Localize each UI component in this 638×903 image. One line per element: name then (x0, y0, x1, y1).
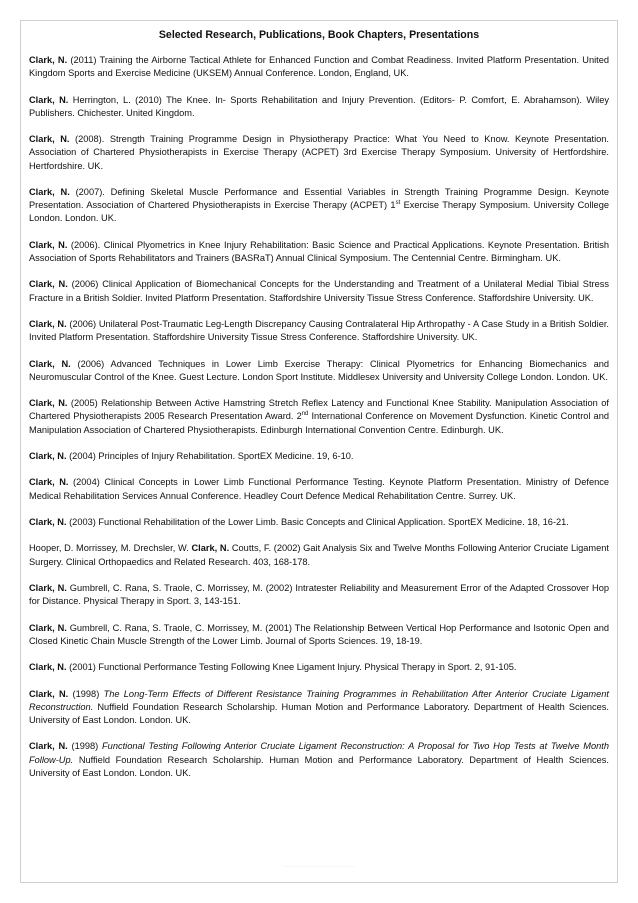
page-footer: ...................................................................... (282, 864, 356, 868)
entry-author: Clark, N. (29, 318, 67, 329)
entry-text: (2004) Principles of Injury Rehabilitation. SportEX Medicine. 19, 6-10. (66, 450, 354, 461)
entry-text: (2011) Training the Airborne Tactical Athlete for Enhanced Function and Combat Readiness. Invited Platform Presentation. United Kingdom Sports and Exercise Medicine (UKSEM) Annual Conference. London, England, UK. (29, 55, 609, 79)
entry-author: Clark, N. (29, 477, 69, 488)
publication-entry (29, 239, 609, 265)
publication-entry (29, 622, 609, 648)
entry-text: Exercise Therapy Symposium. University College London. London. UK. (29, 200, 609, 224)
entry-text: (2001) Functional Performance Testing Following Knee Ligament Injury. Physical Therapy in Sport. 2, 91-105. (66, 662, 517, 673)
publication-entry (29, 397, 609, 437)
entry-author: Clark, N. (29, 688, 69, 699)
publication-entry (29, 94, 609, 120)
entry-author: Clark, N. (29, 622, 67, 633)
publication-entry (29, 133, 609, 173)
publication-entry (29, 318, 609, 344)
publication-entry (29, 450, 609, 463)
entry-title-italic: The Long-Term Effects of Different Resistance Training Programmes in Rehabilitation After Anterior Cruciate Ligament Reconstruction. (29, 688, 609, 712)
entry-author: Clark, N. (29, 516, 67, 527)
publication-entry (29, 358, 609, 384)
publication-entry (29, 542, 609, 568)
publication-entry (29, 278, 609, 304)
entry-text: Gumbrell, C. Rana, S. Traole, C. Morrissey, M. (2001) The Relationship Between Vertical Hop Performance and Isotonic Open and Closed Kinetic Chain Muscle Strength of the Lower Limb. Journal of Sports Sciences. 19, 18-19. (29, 622, 609, 646)
entry-text: Nuffield Foundation Research Scholarship. Human Motion and Performance Laboratory. Department of Health Sciences. University of East London. London. UK. (29, 754, 609, 778)
document-title: Selected Research, Publications, Book Chapters, Presentations (158, 29, 480, 41)
entry-text: Nuffield Foundation Research Scholarship. Human Motion and Performance Laboratory. Department of Health Sciences. University of East London. London. UK. (29, 701, 609, 725)
entry-text: (1998) (68, 688, 104, 699)
entry-author: Clark, N. (29, 239, 68, 250)
entry-text: Coutts, F. (2002) Gait Analysis Six and Twelve Months Following Anterior Cruciate Ligament Surgery. Clinical Orthopaedics and Related Research. 403, 168-178. (29, 543, 610, 567)
entry-author: Clark, N. (29, 358, 71, 369)
entry-author: Clark, N. (29, 741, 68, 752)
entry-text: (2003) Functional Rehabilitation of the Lower Limb. Basic Concepts and Clinical Application. SportEX Medicine. 18, 16-21. (66, 516, 569, 527)
entry-text: (2006) Clinical Application of Biomechanical Concepts for the Understanding and Treatment of a Unilateral Medial Tibial Stress Fracture in a British Soldier. Invited Platform Presentation. Staffordshire University Tissue Stress Conference. Staffordshire University. UK. (29, 279, 609, 303)
entry-author: Clark, N. (29, 398, 68, 409)
entry-text: (2005) Relationship Between Active Hamstring Stretch Reflex Latency and Functional Knee Stability. Manipulation Association of Chartered Physiotherapists 2005 Research Presentation Award. 2 (29, 398, 610, 422)
publication-entry (29, 740, 609, 780)
entry-title-italic: Functional Testing Following Anterior Cruciate Ligament Reconstruction: A Proposal for Two Hop Tests at Twelve Month Follow-Up. (29, 741, 610, 765)
entry-author: Clark, N. (29, 94, 69, 105)
entry-author: Clark, N. (29, 55, 68, 65)
entry-author: Clark, N. (29, 279, 68, 290)
entry-author: Clark, N. (29, 582, 67, 593)
publication-entry (29, 661, 609, 674)
publication-entry (29, 582, 609, 608)
entry-text: Gumbrell, C. Rana, S. Traole, C. Morrissey, M. (2002) Intratester Reliability and Measurement Error of the Adapted Crossover Hop for Distance. Physical Therapy in Sport. 3, 143-151. (29, 582, 610, 607)
publication-entry (29, 186, 609, 226)
entry-author: Clark, N. (29, 134, 70, 145)
entry-text: (2006). Clinical Plyometrics in Knee Injury Rehabilitation: Basic Science and Practical Applications. Keynote Presentation. British Association of Sports Rehabilitators and Trainers (BASRaT) Annual Clinical Symposium. The Centennial Centre. Birmingham. UK. (29, 239, 609, 263)
entry-author: Clark, N. (29, 186, 70, 197)
publication-entry (29, 476, 609, 502)
entry-text: (2008). Strength Training Programme Design in Physiotherapy Practice: What You Need to Know. Keynote Presentation. Association of Chartered Physiotherapists in Exercise Therapy (ACPET) 3rd Exercise Therapy Symposium. University of Hertfordshire. Hertfordshire. UK. (29, 134, 610, 171)
entry-author: Clark, N. (191, 543, 230, 554)
publication-entry (29, 516, 609, 529)
entry-superscript: nd (301, 411, 309, 418)
publication-entry (29, 54, 609, 80)
entry-text: International Conference on Movement Dysfunction. Kinetic Control and Manipulation Association of Chartered Physiotherapists. Edinburgh International Convention Centre. Edinburgh. UK. (29, 411, 609, 435)
entry-author: Clark, N. (29, 662, 67, 673)
publication-entry (29, 688, 609, 728)
entry-coauthors: Hooper, D. Morrissey, M. Drechsler, W. (29, 543, 192, 554)
document-page (20, 20, 618, 883)
entry-text: (2006) Unilateral Post-Traumatic Leg-Length Discrepancy Causing Contralateral Hip Arthropathy - A Case Study in a British Soldier. Invited Platform Presentation. Staffordshire University Tissue Stress Conference. Staffordshire University. UK. (29, 318, 609, 343)
entry-text: (1998) (67, 741, 103, 752)
entry-author: Clark, N. (29, 450, 67, 461)
entry-text: (2007). Defining Skeletal Muscle Performance and Essential Variables in Strength Training Programme Design. Keynote Presentation. Association of Chartered Physiotherapists in Exercise Therapy (ACPET) 1 (29, 186, 609, 211)
entry-text: Herrington, L. (2010) The Knee. In- Sports Rehabilitation and Injury Prevention. (Editors- P. Comfort, E. Abrahamson). Wiley Publishers. Chichester. United Kingdom. (29, 94, 610, 118)
entry-text: (2006) Advanced Techniques in Lower Limb Exercise Therapy: Clinical Plyometrics for Enhancing Biomechanics and Neuromuscular Control of the Knee. Guest Lecture. London Sport Institute. Middlesex University and University College London. London. UK. (29, 358, 610, 382)
publication-list (29, 54, 609, 793)
entry-text: (2004) Clinical Concepts in Lower Limb Functional Performance Testing. Keynote Platform Presentation. Ministry of Defence Medical Rehabilitation Services Annual Conference. Headley Court Defence Medical Rehabilitation Centre. Surrey. UK. (29, 477, 609, 501)
entry-superscript: st (395, 200, 401, 207)
